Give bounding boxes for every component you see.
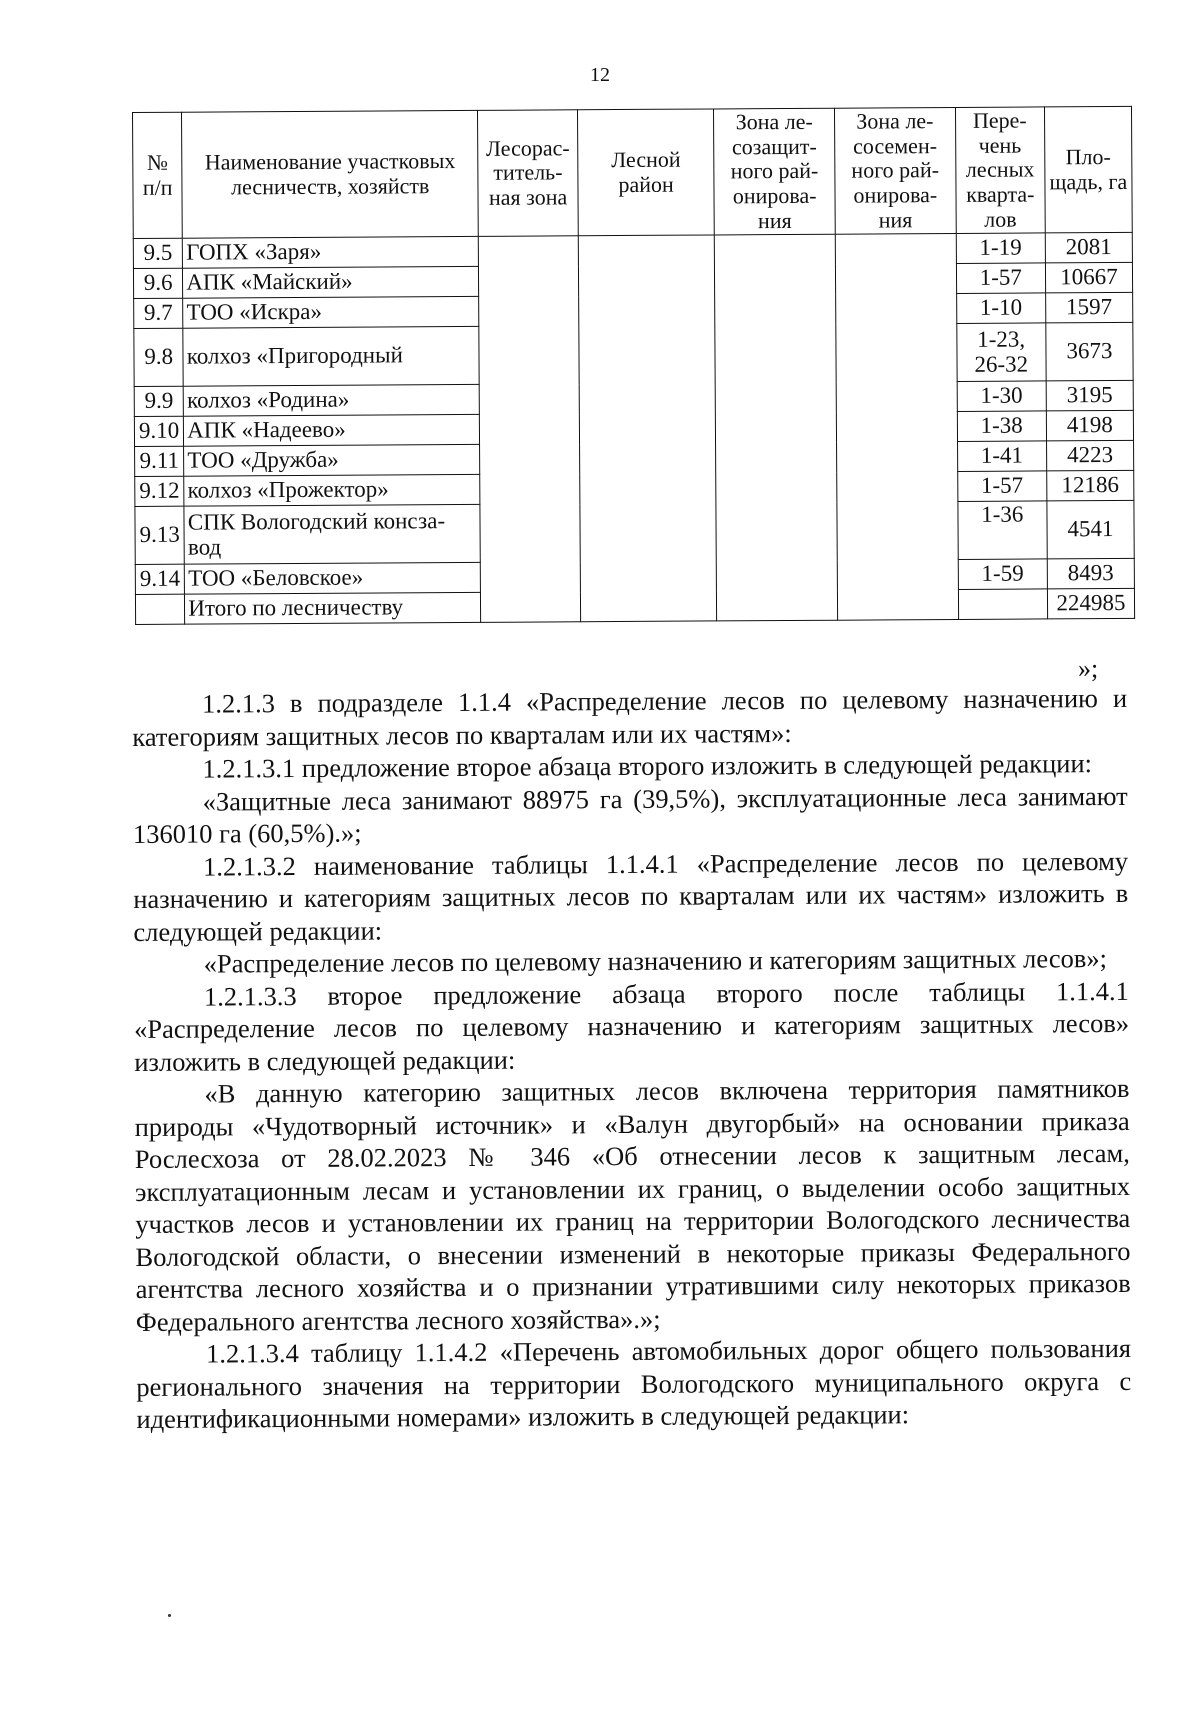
row-number: 9.8 [134,328,184,386]
document-body [132,682,1132,1436]
row-area: 4223 [1046,441,1133,472]
page-number: 12 [590,64,610,86]
merged-forest-region-cell [578,235,717,622]
row-area: 12186 [1047,471,1134,502]
paragraph: «В данную категорию защитных лесов включена территория памятников природы «Чудотворный источник» и «Валун двугорбый» на основании приказа Рослесхоза от 28.02.2023 № 346 «Об отнесении лесов к защитным лесам, эксплуатационным лесам и установлении их границ, о выделении особо защитных участков лесов и установлении их границ на территории Вологодского лесничества Вологодской области, о внесении изменений в некоторые приказы Федерального агентства лесного хозяйства и о признании утратившими силу некоторых приказов Федерального агентства лесного хозяйства».»; [134,1072,1131,1337]
scan-speck [168,1614,171,1617]
row-quarters: 1-10 [956,293,1045,324]
row-area: 4541 [1047,501,1134,560]
row-quarters: 1-30 [957,381,1046,412]
row-name: ГОПХ «Заря» [183,237,479,269]
paragraph: 1.2.1.3.2 наименование таблицы 1.1.4.1 «Распределение лесов по целевому назначению и категориям защитных лесов по кварталам или их частям» изложить в следующей редакции: [133,845,1129,947]
row-name: ТОО «Дружба» [184,445,480,477]
total-quarters-cell [958,589,1047,620]
header-forest-zone: Лесорас-титель-ная зона [478,110,578,237]
row-quarters: 1-19 [956,233,1045,264]
total-area: 224985 [1047,589,1134,620]
paragraph: «Защитные леса занимают 88975 га (39,5%), эксплуатационные леса занимают 136010 га (60,5%).»; [132,780,1128,849]
row-name: ТОО «Искра» [183,297,479,329]
header-protective-zone: Зона ле-созащит-ного рай-онирова-ния [714,108,835,235]
header-area: Пло-щадь, га [1044,106,1132,233]
row-number: 9.6 [133,268,182,298]
row-area: 2081 [1045,233,1132,264]
forestry-table-container [132,106,1135,625]
row-quarters: 1-23, 26-32 [956,323,1046,382]
row-quarters: 1-57 [956,263,1045,294]
total-number-cell [135,594,184,624]
header-forest-region: Лесной район [577,109,714,236]
row-number: 9.7 [134,298,183,328]
merged-forest-zone-cell [479,236,581,623]
paragraph: 1.2.1.3.3 второе предложение абзаца второго после таблицы 1.1.4.1 «Распределение лесов по целевому назначению и категориям защитных лесов» изложить в следующей редакции: [133,975,1130,1077]
row-area: 4198 [1046,411,1133,442]
row-area: 10667 [1045,263,1132,294]
row-number: 9.5 [133,238,182,268]
row-area: 8493 [1047,559,1134,590]
table-header-row [133,106,1133,238]
paragraph: 1.2.1.3 в подразделе 1.1.4 «Распределение лесов по целевому назначению и категориям защитных лесов по кварталам или их частям»: [132,682,1128,752]
row-name: ТОО «Беловское» [185,563,481,595]
row-quarters: 1-36 [958,501,1048,560]
row-quarters: 1-38 [957,411,1046,442]
row-number: 9.14 [135,564,184,594]
paragraph: «Распределение лесов по целевому назначению и категориям защитных лесов»; [203,943,1107,979]
row-area: 3673 [1046,323,1133,382]
table-close-quote: »; [1078,654,1099,683]
paragraph: 1.2.1.3.4 таблицу 1.1.4.2 «Перечень автомобильных дорог общего пользования регионального значения на территории Вологодского муниципального округа с идентификационными номерами» изложить в следующей редакции: [136,1332,1132,1434]
row-name: колхоз «Пригородный [183,327,479,387]
row-name: колхоз «Родина» [183,385,479,417]
row-number: 9.10 [134,416,183,446]
row-area: 3195 [1046,381,1133,412]
row-number: 9.11 [135,446,184,476]
header-number: № п/п [133,112,183,238]
paragraph: 1.2.1.3.1 предложение второе абзаца второго изложить в следующей редакции: [202,748,1093,784]
header-name: Наименование участковых лесничеств, хозяйств [182,110,479,238]
header-seed-zone: Зона ле-сосемен-ного рай-онирова-ния [834,107,955,234]
row-number: 9.13 [135,506,185,564]
merged-seed-zone-cell [835,234,958,621]
row-quarters: 1-59 [958,559,1047,590]
merged-protective-zone-cell [715,234,838,621]
row-number: 9.12 [135,476,184,506]
row-name: СПК Вологодский консза-вод [184,505,480,565]
row-name: АПК «Надеево» [184,415,480,447]
row-quarters: 1-41 [957,441,1046,472]
total-label: Итого по лесничеству [185,593,481,625]
row-name: АПК «Майский» [183,267,479,299]
header-quarters: Пере-чень лесных кварта-лов [955,107,1045,234]
row-name: колхоз «Прожектор» [184,475,480,507]
row-quarters: 1-57 [957,471,1046,502]
row-number: 9.9 [134,386,183,416]
row-area: 1597 [1045,293,1132,324]
forestry-table [132,106,1135,625]
